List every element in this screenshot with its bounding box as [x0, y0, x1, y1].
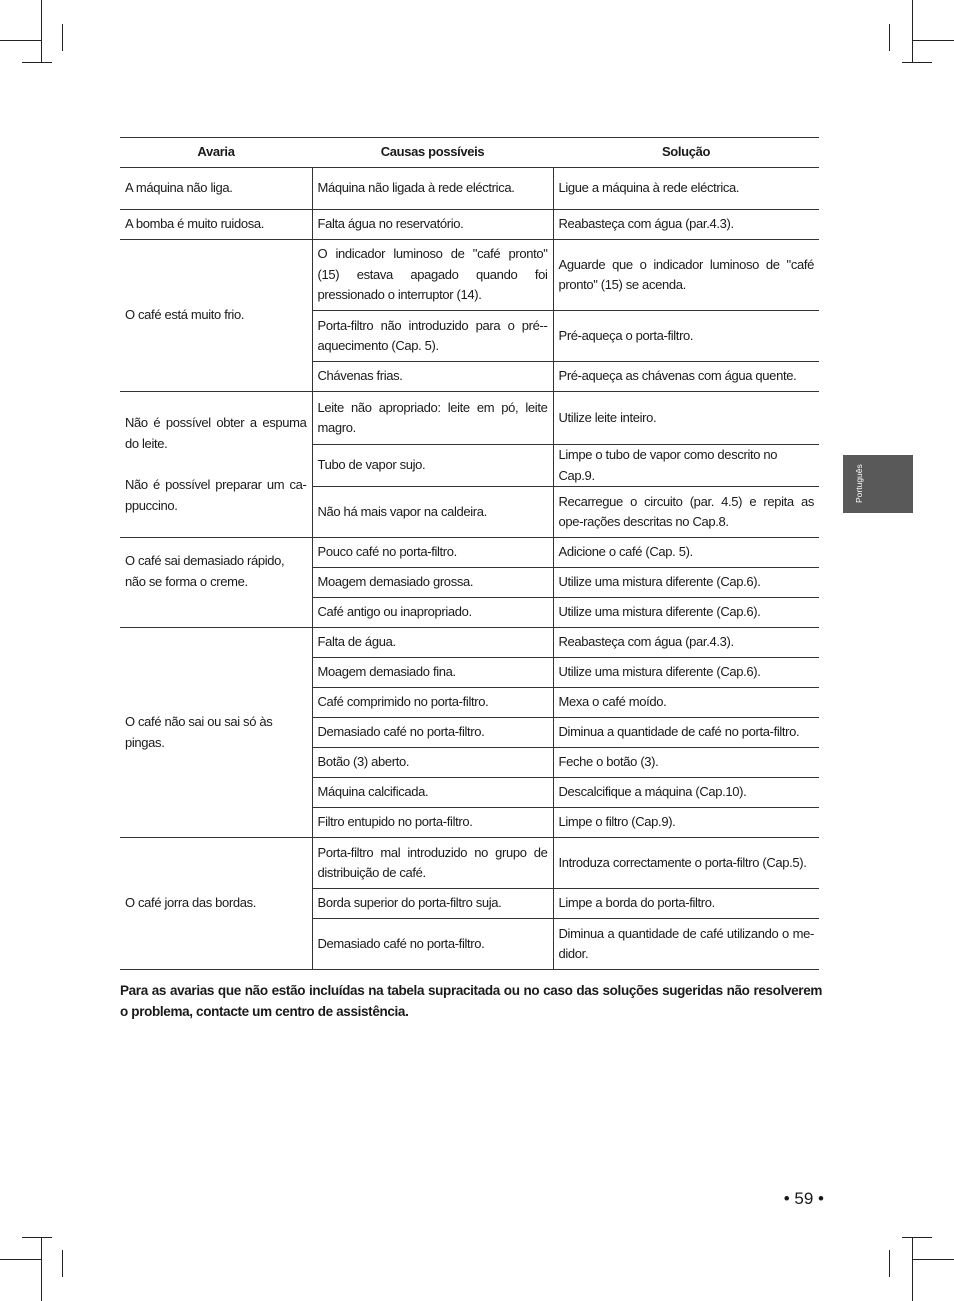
causa-cell: Máquina calcificada.	[312, 778, 553, 808]
causa-cell: Porta-filtro mal introduzido no grupo de distribuição de café.	[312, 838, 553, 889]
causa-cell: Moagem demasiado fina.	[312, 658, 553, 688]
solucao-cell: Utilize leite inteiro.	[553, 392, 819, 445]
table-row	[120, 168, 819, 210]
causa-cell: Tubo de vapor sujo.	[312, 445, 553, 487]
crop-mark	[41, 1238, 42, 1301]
solucao-cell: Reabasteça com água (par.4.3).	[553, 210, 819, 240]
table-row	[120, 392, 819, 445]
table-row	[120, 210, 819, 240]
causa-cell: Borda superior do porta-filtro suja.	[312, 889, 553, 919]
crop-mark	[912, 1238, 913, 1301]
causa-cell: Demasiado café no porta-filtro.	[312, 718, 553, 748]
solucao-cell: Pré-aqueça o porta-filtro.	[553, 311, 819, 362]
causa-cell: Não há mais vapor na caldeira.	[312, 487, 553, 538]
causa-cell: Demasiado café no porta-filtro.	[312, 919, 553, 970]
causa-cell: Leite não apropriado: leite em pó, leite magro.	[312, 392, 553, 445]
table-header-row	[120, 138, 819, 168]
crop-mark	[889, 1250, 890, 1277]
assistance-note: Para as avarias que não estão incluídas na tabela supracitada ou no caso das soluções sugeridas não resolverem o problema, contacte um centro de assistência.	[120, 983, 822, 1019]
crop-mark	[913, 40, 954, 41]
header-solucao: Solução	[553, 138, 819, 168]
header-causas: Causas possíveis	[312, 138, 553, 168]
solucao-cell: Diminua a quantidade de café utilizando o me-didor.	[553, 919, 819, 970]
causa-cell: Falta de água.	[312, 628, 553, 658]
avaria-line: Não é possível preparar um ca-ppuccino.	[125, 477, 307, 513]
spacer	[125, 454, 307, 475]
avaria-cell: O café não sai ou sai só às pingas.	[120, 628, 312, 838]
crop-mark	[62, 24, 63, 51]
solucao-cell: Introduza correctamente o porta-filtro (Cap.5).	[553, 838, 819, 889]
solucao-cell: Ligue a máquina à rede eléctrica.	[553, 168, 819, 210]
causa-cell: Falta água no reservatório.	[312, 210, 553, 240]
solucao-cell: Utilize uma mistura diferente (Cap.6).	[553, 568, 819, 598]
causa-cell: Máquina não ligada à rede eléctrica.	[312, 168, 553, 210]
causa-cell: Chávenas frias.	[312, 362, 553, 392]
avaria-line: Não é possível obter a espuma do leite.	[125, 415, 307, 451]
solucao-cell: Utilize uma mistura diferente (Cap.6).	[553, 658, 819, 688]
avaria-cell: A máquina não liga.	[120, 168, 312, 210]
crop-mark	[0, 40, 41, 41]
crop-mark	[41, 0, 42, 63]
solucao-cell: Recarregue o circuito (par. 4.5) e repita as ope-rações descritas no Cap.8.	[553, 487, 819, 538]
causa-cell: Café antigo ou inapropriado.	[312, 598, 553, 628]
avaria-cell	[120, 392, 312, 538]
solucao-cell: Reabasteça com água (par.4.3).	[553, 628, 819, 658]
solucao-cell: Limpe o filtro (Cap.9).	[553, 808, 819, 838]
troubleshooting-table	[120, 137, 819, 970]
avaria-cell: A bomba é muito ruidosa.	[120, 210, 312, 240]
language-tab-label: Português	[854, 464, 864, 503]
crop-mark	[889, 24, 890, 51]
crop-mark	[913, 1259, 954, 1260]
causa-cell: O indicador luminoso de "café pronto" (15) estava apagado quando foi pressionado o interruptor (14).	[312, 240, 553, 311]
solucao-cell: Utilize uma mistura diferente (Cap.6).	[553, 598, 819, 628]
solucao-cell: Adicione o café (Cap. 5).	[553, 538, 819, 568]
table-row	[120, 838, 819, 889]
language-tab	[843, 455, 913, 513]
solucao-cell: Limpe o tubo de vapor como descrito no Cap.9.	[553, 445, 819, 487]
crop-mark	[62, 1250, 63, 1277]
table-row	[120, 628, 819, 658]
table-row	[120, 240, 819, 311]
causa-cell: Café comprimido no porta-filtro.	[312, 688, 553, 718]
header-avaria: Avaria	[120, 138, 312, 168]
causa-cell: Pouco café no porta-filtro.	[312, 538, 553, 568]
crop-mark	[902, 62, 932, 63]
page-number: • 59 •	[783, 1189, 824, 1208]
solucao-cell: Limpe a borda do porta-filtro.	[553, 889, 819, 919]
avaria-cell: O café está muito frio.	[120, 240, 312, 392]
causa-cell: Botão (3) aberto.	[312, 748, 553, 778]
solucao-cell: Descalcifique a máquina (Cap.10).	[553, 778, 819, 808]
avaria-cell: O café jorra das bordas.	[120, 838, 312, 970]
causa-cell: Porta-filtro não introduzido para o pré--aquecimento (Cap. 5).	[312, 311, 553, 362]
solucao-cell: Pré-aqueça as chávenas com água quente.	[553, 362, 819, 392]
causa-cell: Filtro entupido no porta-filtro.	[312, 808, 553, 838]
crop-mark	[912, 0, 913, 63]
crop-mark	[902, 1237, 932, 1238]
solucao-cell: Diminua a quantidade de café no porta-filtro.	[553, 718, 819, 748]
solucao-cell: Aguarde que o indicador luminoso de "café pronto" (15) se acenda.	[553, 240, 819, 311]
crop-mark	[22, 1237, 52, 1238]
causa-cell: Moagem demasiado grossa.	[312, 568, 553, 598]
crop-mark	[22, 62, 52, 63]
crop-mark	[0, 1259, 41, 1260]
table-row	[120, 538, 819, 568]
avaria-cell: O café sai demasiado rápido, não se forma o creme.	[120, 538, 312, 628]
solucao-cell: Feche o botão (3).	[553, 748, 819, 778]
solucao-cell: Mexa o café moído.	[553, 688, 819, 718]
